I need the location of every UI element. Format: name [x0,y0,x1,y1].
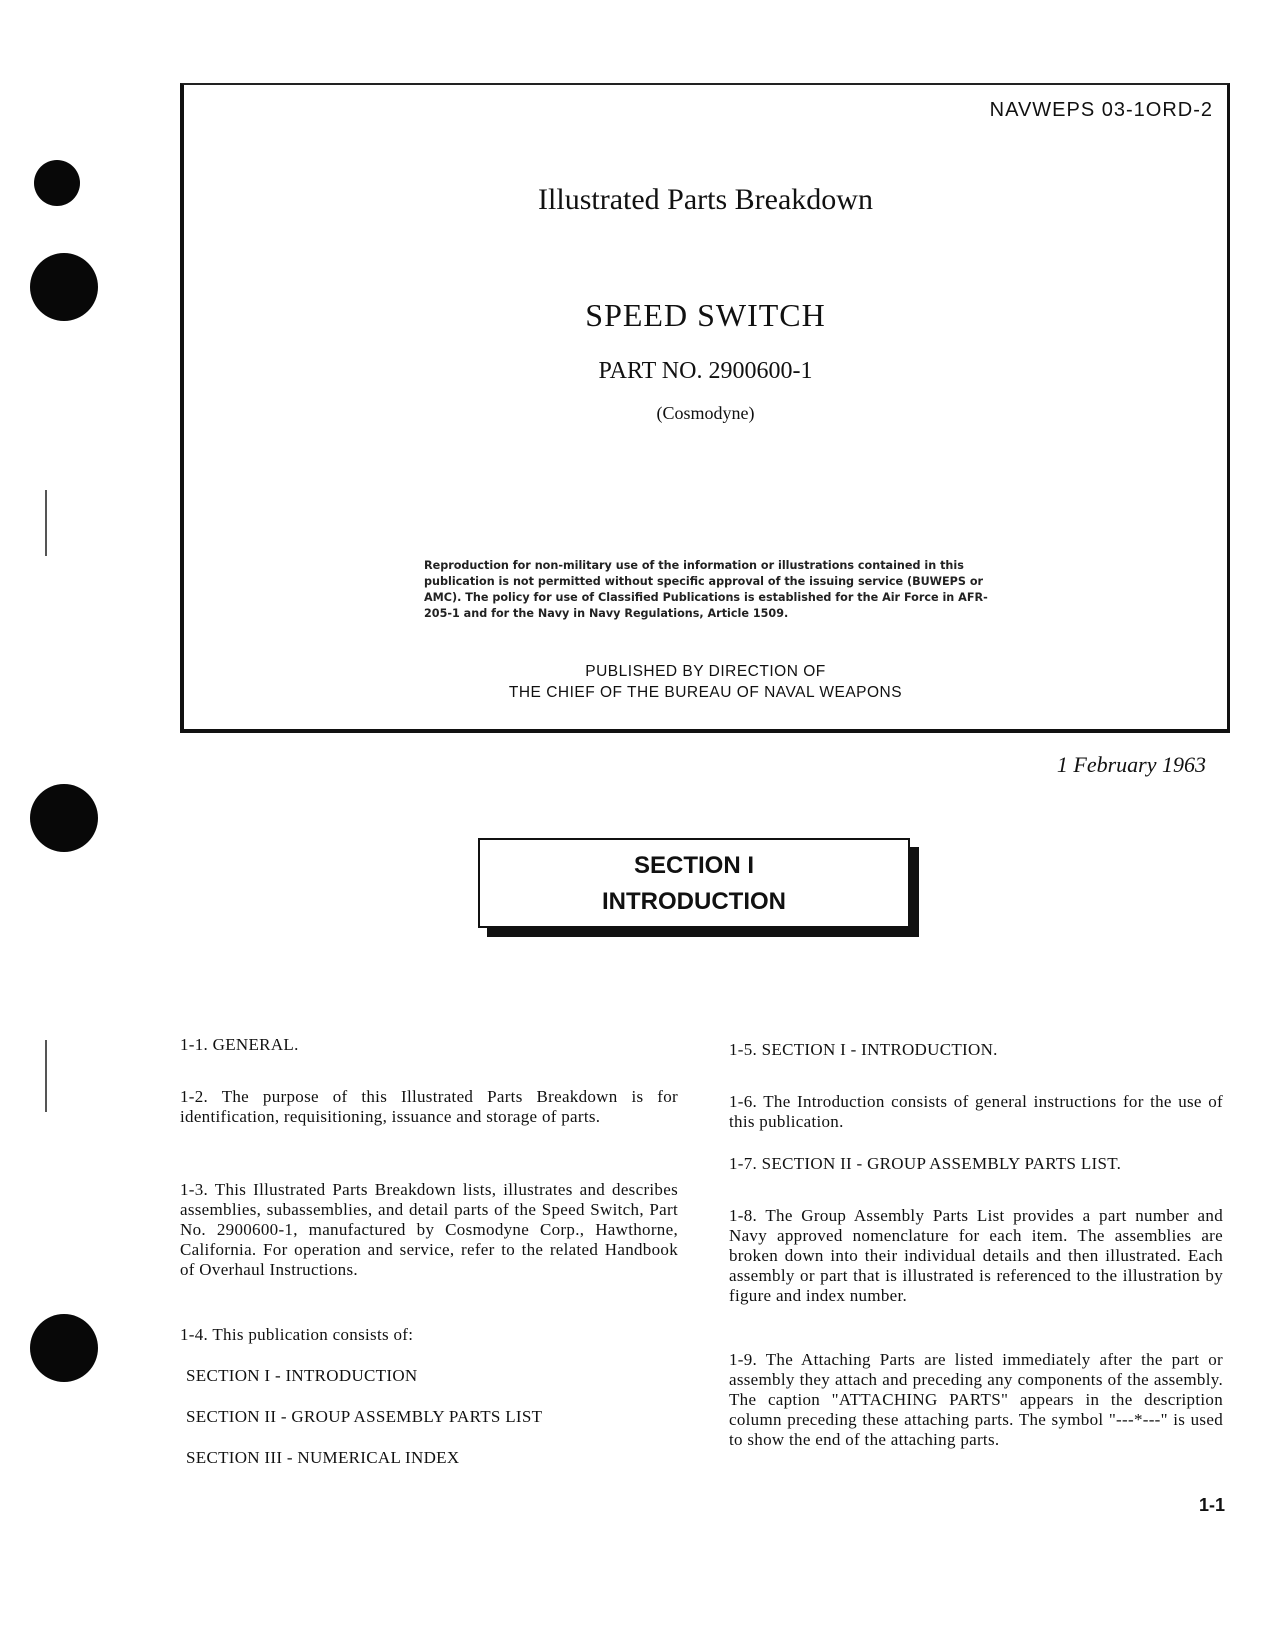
paragraph-1-7: 1-7. SECTION II - GROUP ASSEMBLY PARTS LIST. [729,1154,1122,1173]
paragraph-1-6: 1-6. The Introduction consists of general instructions for the use of this publication. [729,1092,1223,1131]
binder-hole [30,253,98,321]
contents-item: SECTION II - GROUP ASSEMBLY PARTS LIST [186,1407,543,1426]
contents-item: SECTION I - INTRODUCTION [186,1366,418,1385]
document-number: NAVWEPS 03-1ORD-2 [989,99,1213,121]
manufacturer: (Cosmodyne) [656,403,755,423]
published-line-1: PUBLISHED BY DIRECTION OF [585,663,826,680]
binder-hole [30,784,98,852]
paragraph-1-2: 1-2. The purpose of this Illustrated Parts Breakdown is for identification, requisitioning, issuance and storage of parts. [180,1087,678,1126]
paragraph-1-8: 1-8. The Group Assembly Parts List provides a part number and Navy approved nomenclature for each item. The assemblies are broken down into their individual details and then illustrated. Each assembly or part that is illustrated is referenced to the illustration by figure and index number. [729,1206,1223,1305]
title-frame [180,83,1230,733]
section-heading-box [478,838,910,928]
paragraph-1-9: 1-9. The Attaching Parts are listed immediately after the part or assembly they attach and preceding any components of the assembly. The caption "ATTACHING PARTS" appears in the description column preceding these attaching parts. The symbol "---*---" is used to show the end of the attaching parts. [729,1350,1223,1449]
binder-hole [34,160,80,206]
document-title: Illustrated Parts Breakdown [538,183,873,216]
paragraph-1-1: 1-1. GENERAL. [180,1035,299,1054]
paragraph-1-5: 1-5. SECTION I - INTRODUCTION. [729,1040,998,1059]
scan-mark [45,1040,47,1112]
section-number: SECTION I [633,852,754,879]
paragraph-1-4: 1-4. This publication consists of: [180,1325,414,1344]
scan-mark [45,490,47,556]
reproduction-notice: Reproduction for non-military use of the information or illustrations contained in this publication is not permitted without specific approval of the issuing service (BUWEPS or AMC). The policy for use of Classified Publications is established for the Air Force in AFR-205-1 and for the Navy in Navy Regulations, Article 1509. [424,559,988,620]
part-number: PART NO. 2900600-1 [598,358,813,384]
binder-hole [30,1314,98,1382]
section-title: INTRODUCTION [602,888,786,915]
published-by [184,661,1227,703]
subject-title: SPEED SWITCH [585,297,826,333]
contents-item: SECTION III - NUMERICAL INDEX [186,1448,460,1467]
published-line-2: THE CHIEF OF THE BUREAU OF NAVAL WEAPONS [508,684,903,701]
publication-date: 1 February 1963 [1056,752,1206,777]
page-number: 1-1 [1198,1495,1225,1515]
paragraph-1-3: 1-3. This Illustrated Parts Breakdown lists, illustrates and describes assemblies, subassemblies, and detail parts of the Speed Switch, Part No. 2900600-1, manufactured by Cosmodyne Corp., Hawthorne, California. For operation and service, refer to the related Handbook of Overhaul Instructions. [180,1180,678,1279]
